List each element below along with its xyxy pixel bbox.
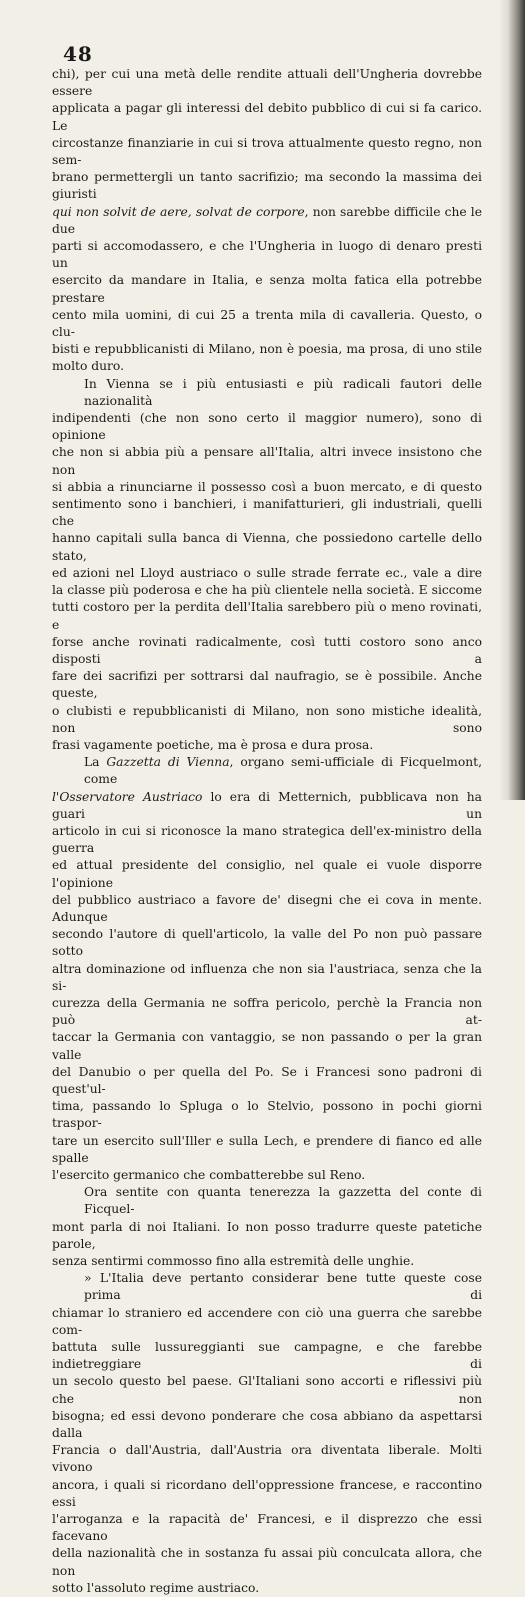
text-line: In Vienna se i più entusiasti e più radicali fautori delle nazionalità [84,376,482,408]
text-line: articolo in cui si riconosce la mano strategica dell'ex-ministro della guerra [52,823,482,856]
page-gutter-shadow [499,0,507,800]
text-line: che non si abbia più a pensare all'Italia, altri invece insistono che non [52,445,482,477]
body-text [52,66,482,1597]
page-number: 48 [63,42,93,66]
text-line: parti si accomodassero, e che l'Ungheria in luogo di denaro presti un [52,239,482,271]
text-segment: La Gazzetta di Vienna, organo semi-ufficiale di Ficquelmont, come [84,755,482,787]
text-line: frasi vagamente poetiche, ma è prosa e dura prosa. [52,737,374,752]
text-line: tare un esercito sull'Iller e sulla Lech, e prendere di fianco ed alle spalle [52,1133,482,1165]
text-line: tima, passando lo Spluga o lo Stelvio, possono in pochi giorni traspor- [52,1099,482,1131]
text-line: curezza della Germania ne soffra pericolo, perchè la Francia non può at- [52,995,482,1028]
text-line: hanno capitali sulla banca di Vienna, che possiedono cartelle dello stato, [52,531,482,563]
text-line [52,754,482,788]
paragraph-2 [52,376,482,754]
text-line: bisogna; ed essi devono ponderare che cosa abbiano da aspettarsi dalla [52,1408,482,1441]
text-line: sentimento sono i banchieri, i manifatturieri, gli industriali, quelli che [52,497,482,529]
text-line: ed attual presidente del consiglio, nel quale ei vuole disporre l'opinione [52,858,482,890]
text-line: la classe più poderosa e che ha più clientele nella società. E siccome [52,583,482,598]
text-line: qui non solvit de aere, solvat de corpore, non sarebbe difficile che le due [52,204,483,236]
text-line: bisti e repubblicanisti di Milano, non è poesia, ma prosa, di uno stile [52,342,482,357]
text-line: Francia o dall'Austria, dall'Austria ora diventata liberale. Molti vivono [52,1443,482,1475]
text-line: » L'Italia deve pertanto considerar bene tutte queste cose prima di [84,1271,482,1303]
text-line: molto duro. [52,359,125,374]
text-line: senza sentirmi commosso fino alla estremità delle unghie. [52,1254,415,1269]
text-line: o clubisti e repubblicanisti di Milano, non sono mistiche idealità, non sono [52,703,482,735]
text-line: secondo l'autore di quell'articolo, la valle del Po non può passare sotto [52,927,482,959]
text-line: ed azioni nel Lloyd austriaco o sulle strade ferrate ec., vale a dire [52,565,482,580]
text-line: tutti costoro per la perdita dell'Italia sarebbero più o meno rovinati, e [52,600,482,632]
paragraph-3 [52,754,482,1184]
paragraph-4 [52,1184,482,1270]
text-line [52,789,482,823]
text-line: circostanze finanziarie in cui si trova attualmente questo regno, non sem- [52,135,482,168]
text-line: indipendenti (che non sono certo il maggior numero), sono di opinione [52,411,482,443]
text-line: applicata a pagar gli interessi del debito pubblico di cui si fa carico. Le [52,101,482,133]
book-spine-edge [507,0,525,800]
text-line: l'arroganza e la rapacità de' Francesi, e il disprezzo che essi facevano [52,1512,482,1544]
text-line: taccar la Germania con vantaggio, se non passando o per la gran valle [52,1030,482,1062]
text-line: chi), per cui una metà delle rendite attuali dell'Ungheria dovrebbe essere [52,67,482,99]
paragraph-5 [52,1270,482,1597]
text-line: cento mila uomini, di cui 25 a trenta mila di cavalleria. Questo, o clu- [52,307,482,340]
text-line: ancora, i quali si ricordano dell'oppressione francese, e raccontino essi [52,1477,482,1509]
text-line: del pubblico austriaco a favore de' disegni che ei cova in mente. Adunque [52,892,482,924]
text-line: sotto l'assoluto regime austriaco. [52,1580,260,1595]
text-line: Ora sentite con quanta tenerezza la gazzetta del conte di Ficquel- [84,1185,482,1217]
text-line: fare dei sacrifizi per sottrarsi dal naufragio, se è possibile. Anche queste, [52,669,482,701]
text-line: si abbia a rinunciarne il possesso così a buon mercato, e di questo [52,479,482,494]
text-line: del Danubio o per quella del Po. Se i Francesi sono padroni di quest'ul- [52,1064,482,1096]
text-line: un secolo questo bel paese. Gl'Italiani sono accorti e riflessivi più che non [52,1374,482,1406]
text-line: l'esercito germanico che combatterebbe sul Reno. [52,1168,366,1182]
text-line: della nazionalità che in sostanza fu assai più conculcata allora, che non [52,1546,482,1578]
text-segment: l'Osservatore Austriaco lo era di Metternich, pubblicava non ha guari un [52,789,482,821]
paragraph-1 [52,66,482,376]
text-line: forse anche rovinati radicalmente, così tutti costoro sono anco disposti a [52,634,482,666]
text-line: chiamar lo straniero ed accendere con ciò una guerra che sarebbe com- [52,1305,482,1337]
text-line: brano permettergli un tanto sacrifizio; ma secondo la massima dei giuristi [52,170,482,202]
text-line: esercito da mandare in Italia, e senza molta fatica ella potrebbe prestare [52,273,482,305]
text-line: battuta sulle lussureggianti sue campagne, e che farebbe indietreggiare di [52,1340,482,1372]
text-line: mont parla di noi Italiani. Io non posso tradurre queste patetiche parole, [52,1219,482,1251]
text-line: altra dominazione od influenza che non sia l'austriaca, senza che la si- [52,961,482,993]
